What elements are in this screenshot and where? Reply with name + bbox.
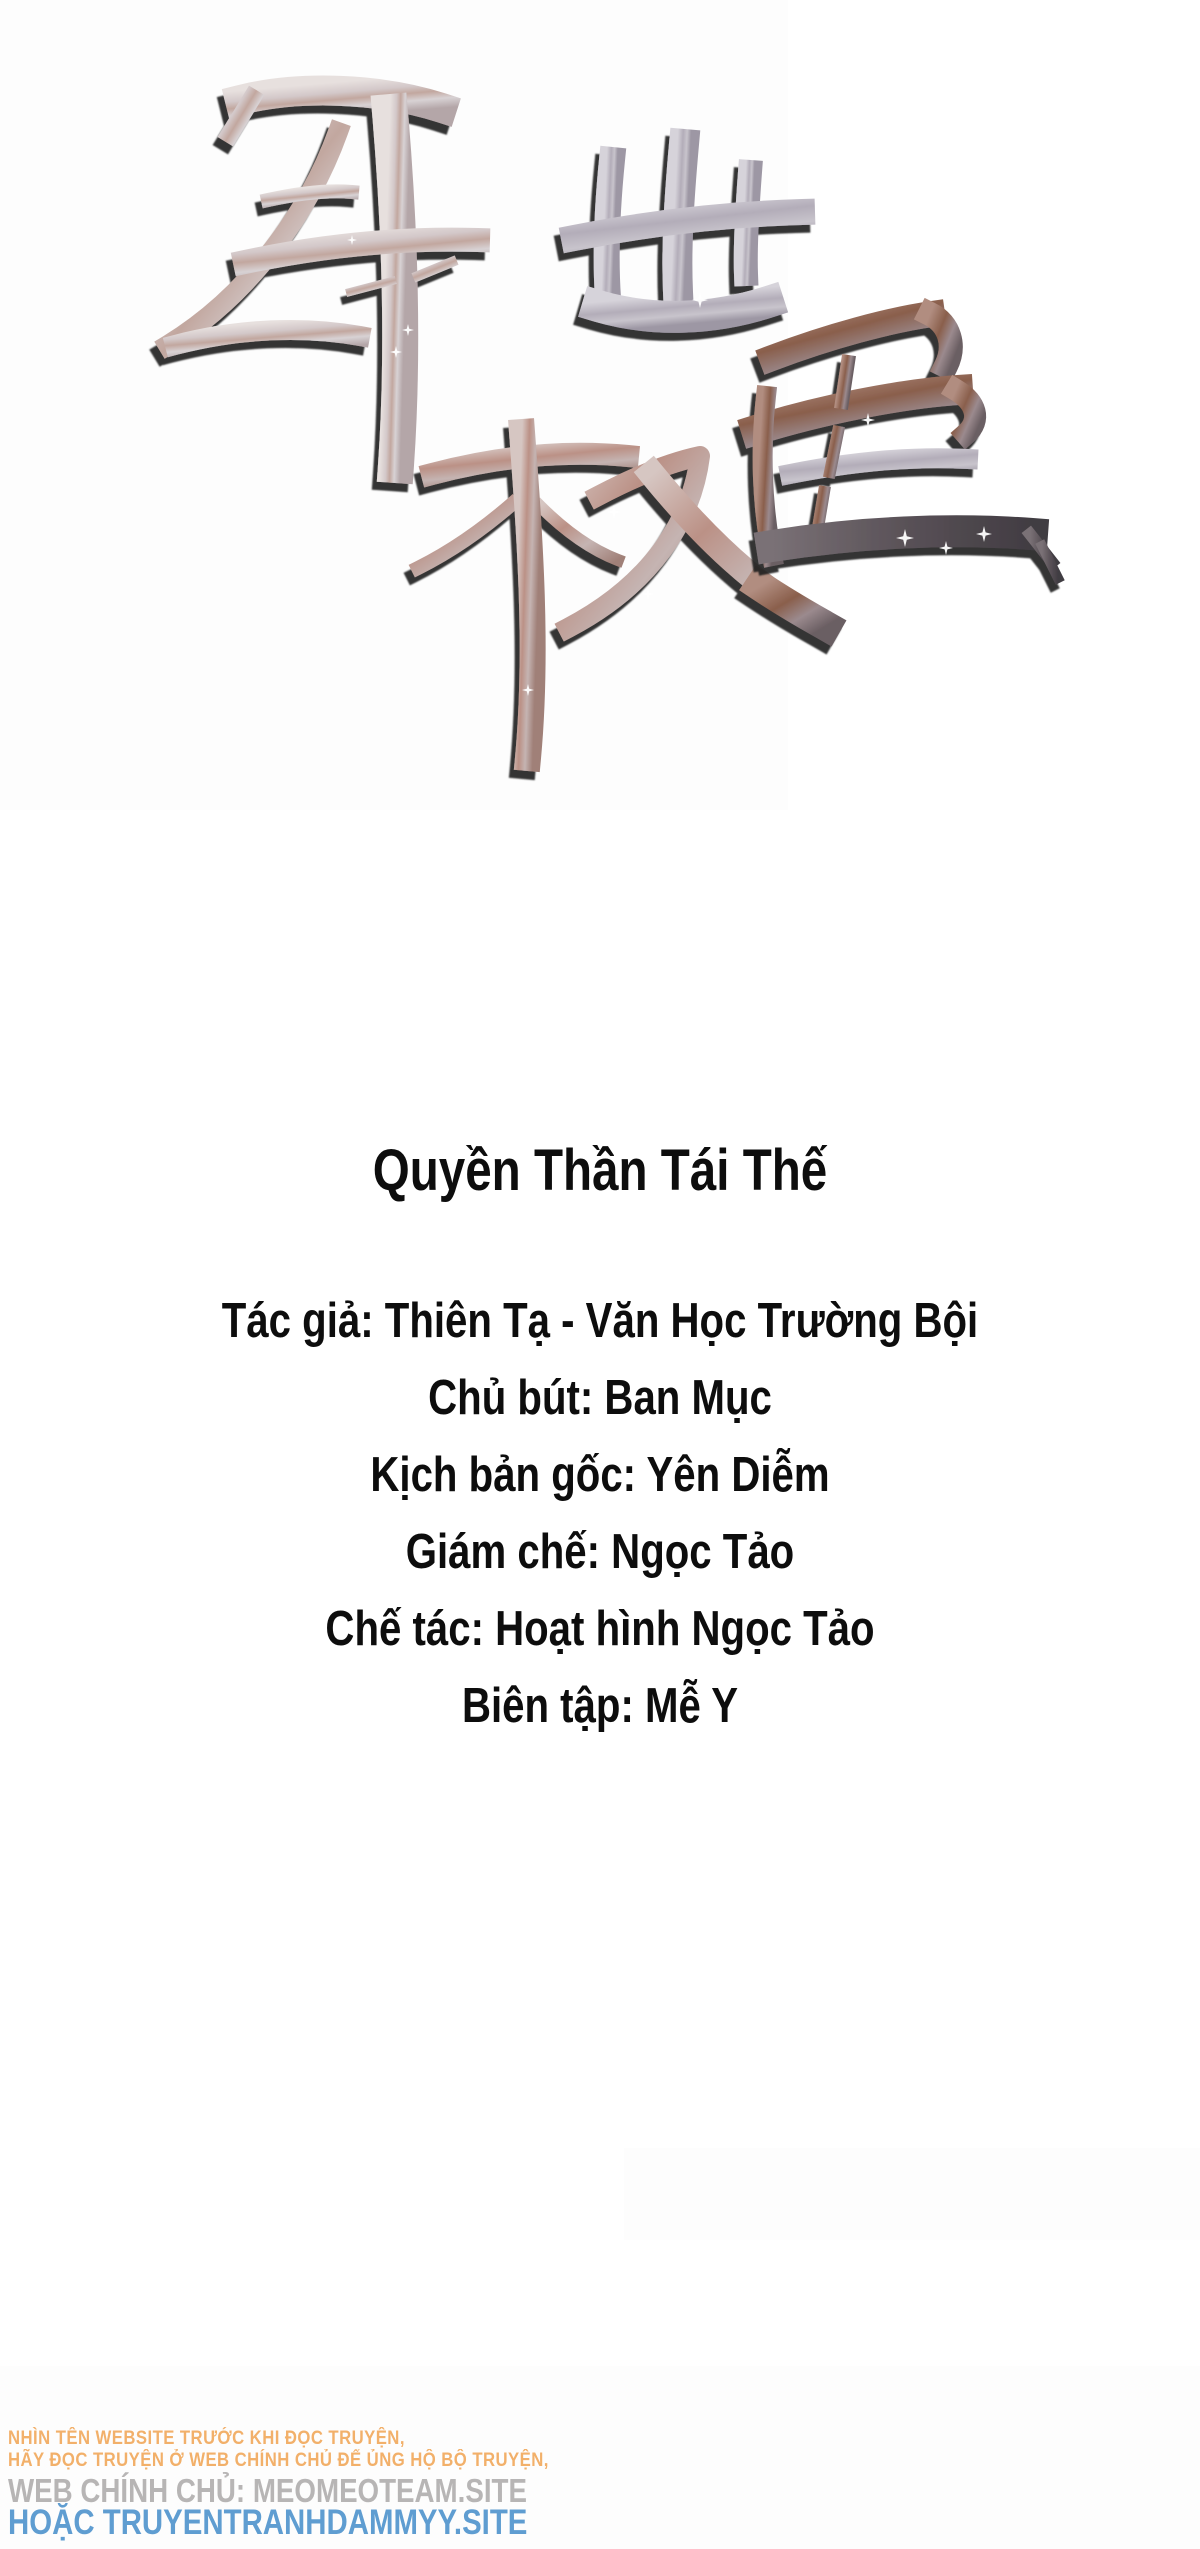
credit-line-editing: Biên tập: Mễ Y — [461, 1679, 739, 1733]
watermark-official-site: WEB CHÍNH CHỦ: MEOMEOTEAM.SITE — [8, 2472, 527, 2509]
hanzi-zai — [168, 91, 478, 465]
credit-line-editor-in-chief: Chủ bút: Ban Mục — [428, 1371, 772, 1425]
watermark-notice-line-1: NHÌN TÊN WEBSITE TRƯỚC KHI ĐỌC TRUYỆN, — [8, 2428, 405, 2449]
credit-line-author: Tác giả: Thiên Tạ - Văn Học Trường Bội — [221, 1294, 979, 1348]
watermark-block — [8, 2428, 626, 2542]
hanzi-shi — [574, 144, 802, 317]
title-calligraphy-art — [0, 0, 1200, 900]
watermark-alt-site: HOẶC TRUYENTRANHDAMMYY.SITE — [8, 2503, 528, 2542]
series-title: Quyền Thần Tái Thế — [372, 1138, 828, 1203]
credit-line-supervisor: Giám chế: Ngọc Tảo — [405, 1525, 795, 1579]
faint-scan-panel-middle — [624, 2148, 1200, 2240]
credit-line-original-script: Kịch bản gốc: Yên Diễm — [370, 1448, 830, 1502]
credit-line-production: Chế tác: Hoạt hình Ngọc Tảo — [325, 1602, 875, 1656]
credits-block — [0, 1128, 1200, 1745]
watermark-notice-line-2: HÃY ĐỌC TRUYỆN Ở WEB CHÍNH CHỦ ĐỂ ỦNG HỘ BỘ TRUYỆN, — [8, 2450, 549, 2471]
